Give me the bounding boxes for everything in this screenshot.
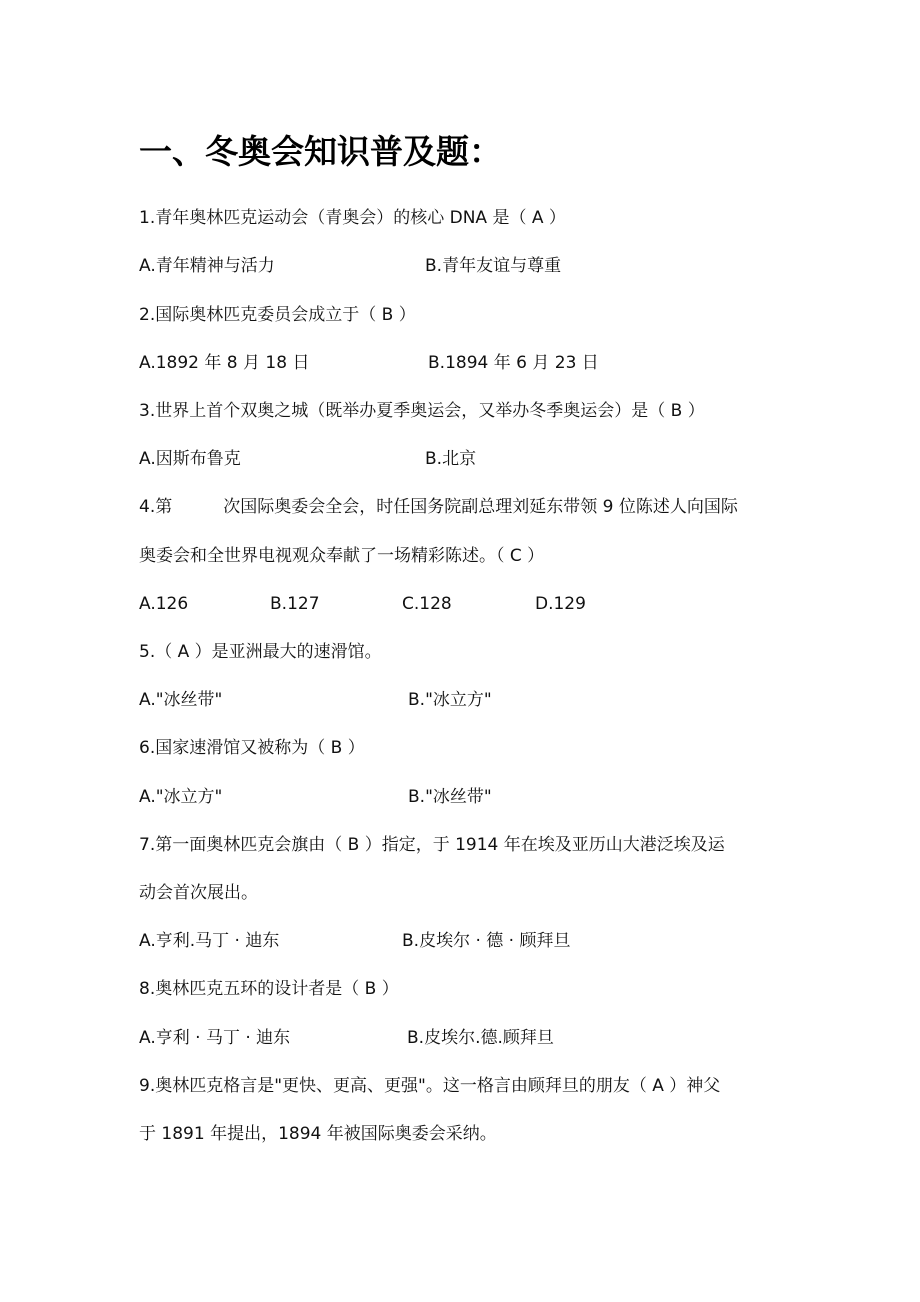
options-row-1 (139, 251, 839, 281)
option-1b: B.青年友谊与尊重 (425, 256, 562, 276)
question-7-continued: 动会首次展出。 (139, 883, 258, 903)
option-3a: A.因斯布鲁克 (139, 449, 241, 469)
options-row-2 (139, 348, 839, 378)
option-7a: A.亨利.马丁 · 迪东 (139, 931, 280, 951)
options-row-4 (139, 589, 839, 619)
option-1a: A.青年精神与活力 (139, 256, 275, 276)
option-2a: A.1892 年 8 月 18 日 (139, 353, 310, 373)
question-8: 8.奥林匹克五环的设计者是（ B ） (139, 979, 399, 999)
question-5: 5.（ A ）是亚洲最大的速滑馆。 (139, 642, 382, 662)
option-3b: B.北京 (425, 449, 477, 469)
question-6: 6.国家速滑馆又被称为（ B ） (139, 738, 365, 758)
question-4-continued: 奥委会和全世界电视观众奉献了一场精彩陈述。（ C ） (139, 546, 545, 566)
option-8b: B.皮埃尔.德.顾拜旦 (407, 1028, 554, 1048)
option-6a: A."冰立方" (139, 787, 223, 807)
options-row-5 (139, 685, 839, 715)
question-2: 2.国际奥林匹克委员会成立于（ B ） (139, 305, 416, 325)
options-row-7 (139, 926, 839, 956)
question-1: 1.青年奥林匹克运动会（青奥会）的核心 DNA 是（ A ） (139, 208, 566, 228)
options-row-8 (139, 1023, 839, 1053)
question-4: 4.第 次国际奥委会全会，时任国务院副总理刘延东带领 9 位陈述人向国际 (139, 497, 738, 517)
option-4d: D.129 (535, 594, 586, 614)
options-row-6 (139, 782, 839, 812)
option-4b: B.127 (270, 594, 320, 614)
section-title: 一、冬奥会知识普及题： (139, 132, 502, 171)
option-4c: C.128 (402, 594, 452, 614)
option-2b: B.1894 年 6 月 23 日 (428, 353, 599, 373)
option-5a: A."冰丝带" (139, 690, 223, 710)
question-9-continued: 于 1891 年提出，1894 年被国际奥委会采纳。 (139, 1124, 497, 1144)
option-5b: B."冰立方" (408, 690, 492, 710)
option-8a: A.亨利 · 马丁 · 迪东 (139, 1028, 291, 1048)
option-7b: B.皮埃尔 · 德 · 顾拜旦 (402, 931, 571, 951)
question-7: 7.第一面奥林匹克会旗由（ B ）指定，于 1914 年在埃及亚历山大港泛埃及运 (139, 835, 725, 855)
question-3: 3.世界上首个双奥之城（既举办夏季奥运会，又举办冬季奥运会）是（ B ） (139, 401, 705, 421)
options-row-3 (139, 444, 839, 474)
question-9: 9.奥林匹克格言是"更快、更高、更强"。这一格言由顾拜旦的朋友（ A ）神父 (139, 1076, 721, 1096)
option-6b: B."冰丝带" (408, 787, 492, 807)
option-4a: A.126 (139, 594, 189, 614)
